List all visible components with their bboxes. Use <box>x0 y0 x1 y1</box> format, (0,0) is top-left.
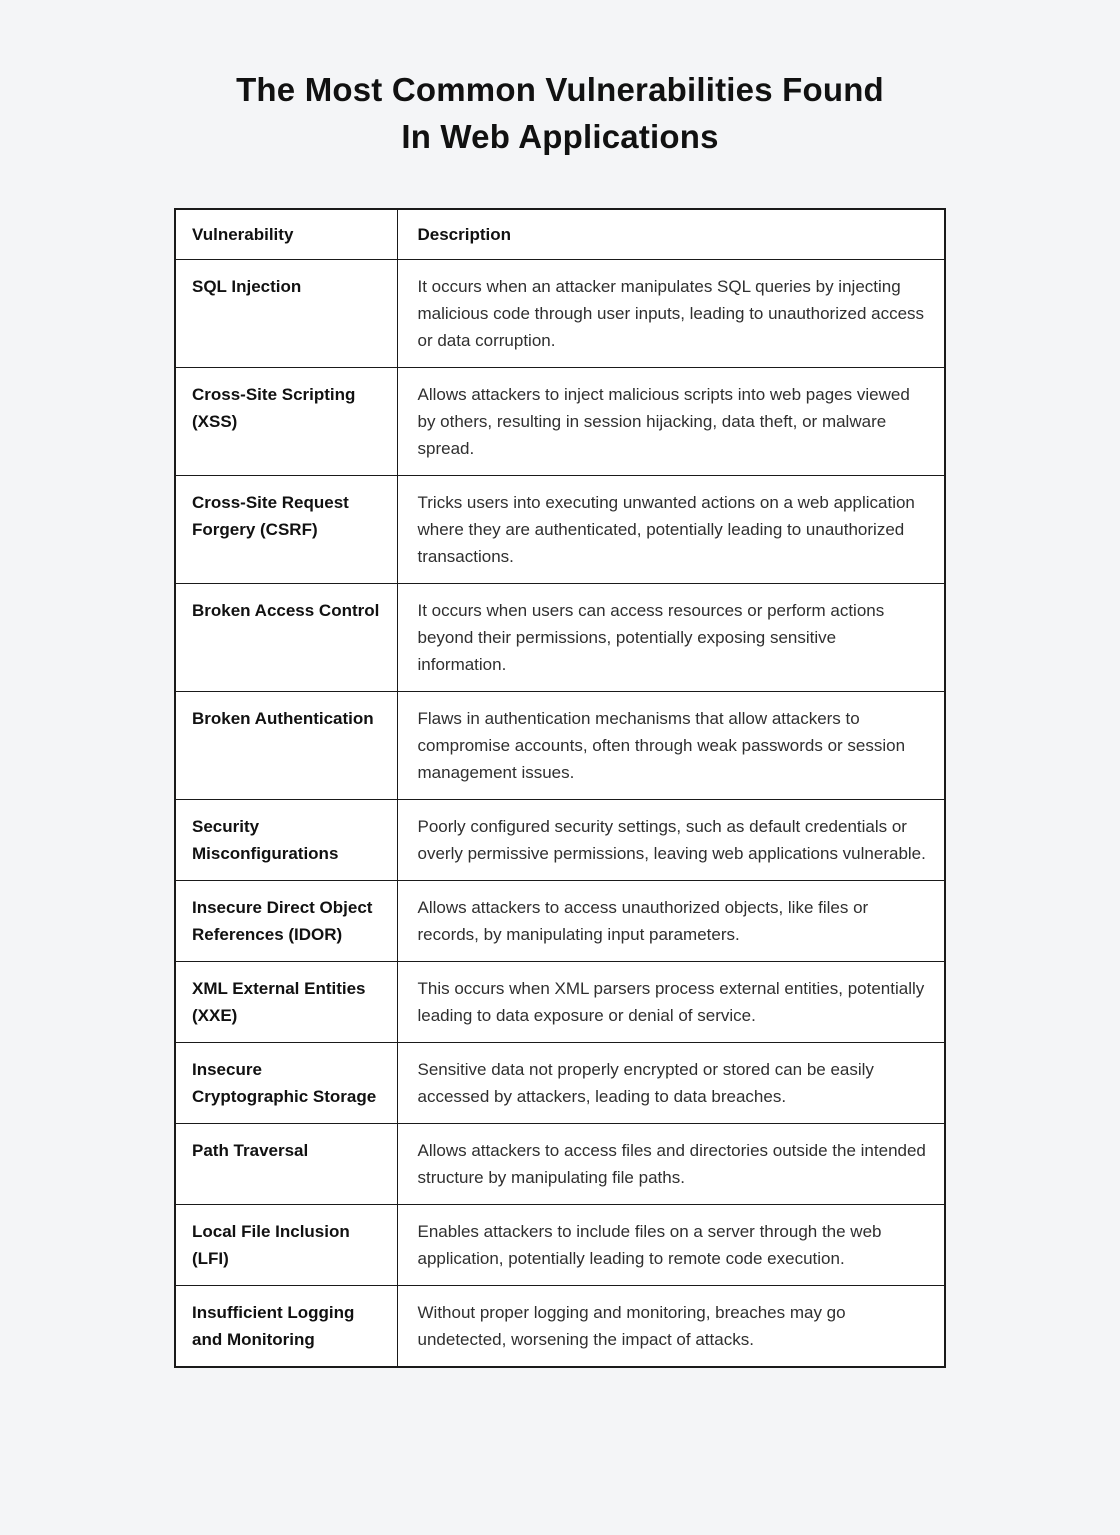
table-header-row <box>175 209 945 260</box>
vulnerability-name: Broken Authentication <box>175 692 397 800</box>
vulnerabilities-table <box>174 208 946 1368</box>
vulnerability-name: Security Misconfigurations <box>175 800 397 881</box>
vulnerability-description: Sensitive data not properly encrypted or stored can be easily accessed by attackers, leading to data breaches. <box>397 1043 945 1124</box>
vulnerability-name: Path Traversal <box>175 1124 397 1205</box>
vulnerability-description: It occurs when users can access resources or perform actions beyond their permissions, potentially exposing sensitive information. <box>397 584 945 692</box>
table-row <box>175 881 945 962</box>
table-row <box>175 584 945 692</box>
vulnerability-name: Broken Access Control <box>175 584 397 692</box>
table-row <box>175 476 945 584</box>
vulnerability-name: Insufficient Logging and Monitoring <box>175 1286 397 1368</box>
table-row <box>175 1043 945 1124</box>
column-header-description: Description <box>397 209 945 260</box>
vulnerability-name: Cross-Site Request Forgery (CSRF) <box>175 476 397 584</box>
table-row <box>175 1124 945 1205</box>
vulnerability-name: Local File Inclusion (LFI) <box>175 1205 397 1286</box>
vulnerability-description: Poorly configured security settings, such as default credentials or overly permissive permissions, leaving web applications vulnerable. <box>397 800 945 881</box>
table-row <box>175 368 945 476</box>
vulnerability-name: SQL Injection <box>175 260 397 368</box>
page-title <box>0 66 1120 160</box>
table-row <box>175 692 945 800</box>
table-row <box>175 962 945 1043</box>
vulnerability-description: Flaws in authentication mechanisms that allow attackers to compromise accounts, often through weak passwords or session management issues. <box>397 692 945 800</box>
vulnerability-description: Allows attackers to inject malicious scripts into web pages viewed by others, resulting in session hijacking, data theft, or malware spread. <box>397 368 945 476</box>
vulnerability-name: Cross-Site Scripting (XSS) <box>175 368 397 476</box>
vulnerability-description: It occurs when an attacker manipulates SQL queries by injecting malicious code through user inputs, leading to unauthorized access or data corruption. <box>397 260 945 368</box>
vulnerability-description: Tricks users into executing unwanted actions on a web application where they are authenticated, potentially leading to unauthorized transactions. <box>397 476 945 584</box>
table-row <box>175 800 945 881</box>
table-row <box>175 260 945 368</box>
page-title-line-1: The Most Common Vulnerabilities Found <box>236 71 884 108</box>
vulnerability-description: Allows attackers to access files and directories outside the intended structure by manipulating file paths. <box>397 1124 945 1205</box>
vulnerability-description: Allows attackers to access unauthorized objects, like files or records, by manipulating input parameters. <box>397 881 945 962</box>
column-header-vulnerability: Vulnerability <box>175 209 397 260</box>
vulnerability-description: Enables attackers to include files on a server through the web application, potentially leading to remote code execution. <box>397 1205 945 1286</box>
vulnerability-description: This occurs when XML parsers process external entities, potentially leading to data exposure or denial of service. <box>397 962 945 1043</box>
table-row <box>175 1286 945 1368</box>
vulnerability-name: Insecure Cryptographic Storage <box>175 1043 397 1124</box>
vulnerability-name: XML External Entities (XXE) <box>175 962 397 1043</box>
vulnerability-description: Without proper logging and monitoring, breaches may go undetected, worsening the impact of attacks. <box>397 1286 945 1368</box>
page-title-line-2: In Web Applications <box>401 118 719 155</box>
table-row <box>175 1205 945 1286</box>
vulnerability-name: Insecure Direct Object References (IDOR) <box>175 881 397 962</box>
